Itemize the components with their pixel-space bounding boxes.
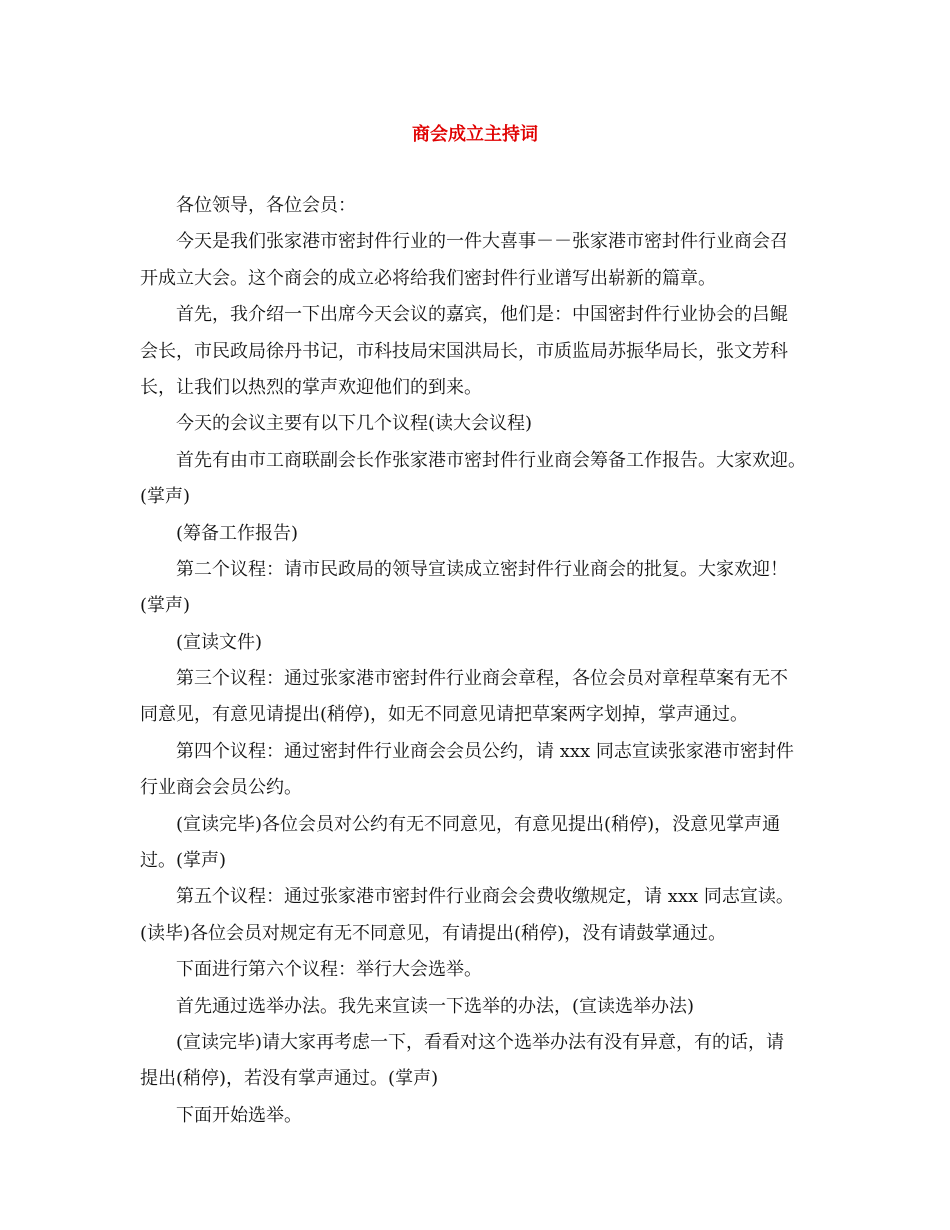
paragraph-line: 首先，我介绍一下出席今天会议的嘉宾，他们是：中国密封件行业协会的吕鲲: [176, 304, 788, 326]
paragraph-line: 第二个议程：请市民政局的领导宣读成立密封件行业商会的批复。大家欢迎！: [176, 558, 788, 580]
paragraph-line: 行业商会会员公约。: [140, 777, 302, 799]
paragraph-line: 会长，市民政局徐丹书记，市科技局宋国洪局长，市质监局苏振华局长，张文芳科: [140, 340, 788, 362]
paragraph-line: 首先通过选举办法。我先来宣读一下选举的办法，(宣读选举办法): [176, 995, 695, 1017]
paragraph-line: 第四个议程：通过密封件行业商会会员公约，请 xxx 同志宣读张家港市密封件: [176, 740, 794, 762]
paragraph-line: 过。(掌声): [140, 850, 227, 872]
paragraph-line: 今天的会议主要有以下几个议程(读大会议程): [176, 413, 533, 435]
paragraph-line: 第三个议程：通过张家港市密封件行业商会章程，各位会员对章程草案有无不: [176, 668, 788, 690]
paragraph-line: 第五个议程：通过张家港市密封件行业商会会费收缴规定，请 xxx 同志宣读。: [176, 886, 794, 908]
paragraph-line: (宣读文件): [176, 631, 263, 653]
paragraph-line: 下面进行第六个议程：举行大会选举。: [176, 959, 482, 981]
paragraph-line: 长，让我们以热烈的掌声欢迎他们的到来。: [140, 376, 482, 398]
paragraph-line: 首先有由市工商联副会长作张家港市密封件行业商会筹备工作报告。大家欢迎。: [176, 449, 806, 471]
paragraph-line: 提出(稍停)，若没有掌声通过。(掌声): [140, 1068, 439, 1090]
paragraph-line: (宣读完毕)请大家再考虑一下，看看对这个选举办法有没有异意，有的话，请: [176, 1031, 785, 1053]
document-title: 商会成立主持词: [412, 124, 538, 145]
paragraph-line: (掌声): [140, 595, 191, 617]
paragraph-line: (读毕)各位会员对规定有无不同意见，有请提出(稍停)，没有请鼓掌通过。: [140, 922, 727, 944]
paragraph-line: (筹备工作报告): [176, 522, 299, 544]
document-body: [140, 188, 820, 1134]
paragraph-line: 下面开始选举。: [176, 1104, 302, 1126]
paragraph-line: (宣读完毕)各位会员对公约有无不同意见，有意见提出(稍停)，没意见掌声通: [176, 813, 781, 835]
paragraph-line: 各位领导，各位会员：: [176, 195, 356, 216]
paragraph-line: 今天是我们张家港市密封件行业的一件大喜事－－张家港市密封件行业商会召: [176, 231, 788, 253]
paragraph-line: 同意见，有意见请提出(稍停)，如无不同意见请把草案两字划掉，掌声通过。: [140, 704, 749, 726]
paragraph-line: (掌声): [140, 486, 191, 508]
paragraph-line: 开成立大会。这个商会的成立必将给我们密封件行业谱写出崭新的篇章。: [140, 267, 716, 289]
